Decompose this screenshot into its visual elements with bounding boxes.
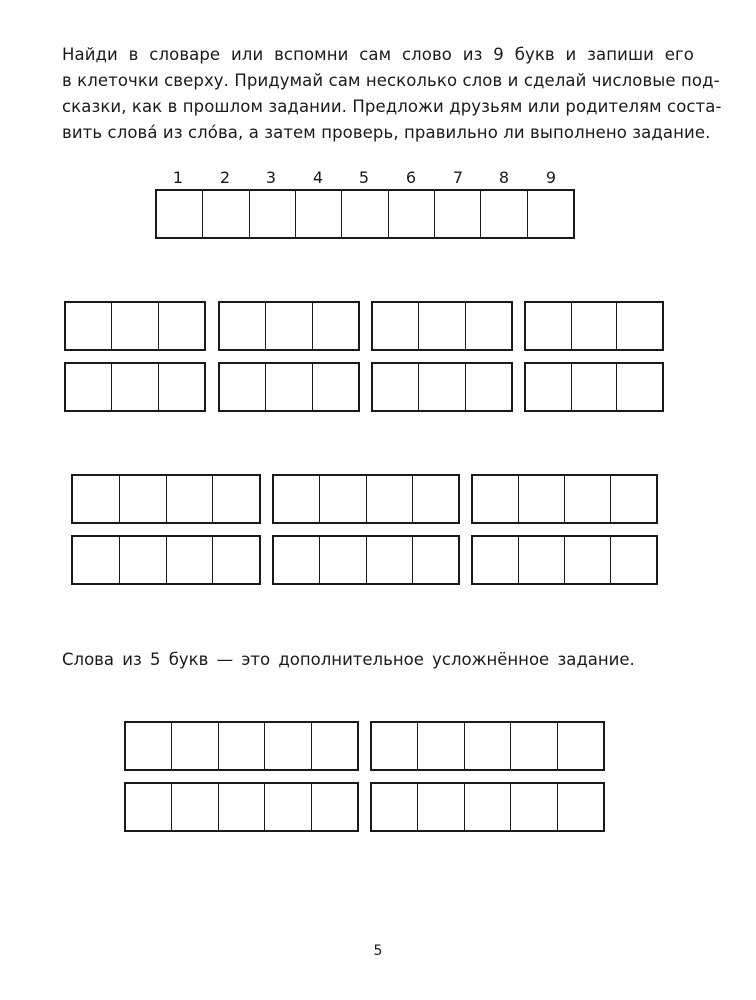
letter-cell[interactable]	[312, 303, 358, 349]
letter-cell[interactable]	[220, 364, 265, 410]
letter-cell[interactable]	[473, 476, 518, 522]
letter-cell[interactable]	[274, 537, 319, 583]
position-number: 4	[312, 168, 324, 187]
position-number: 5	[358, 168, 370, 187]
three-letter-word-grid[interactable]	[371, 362, 513, 412]
letter-cell[interactable]	[126, 723, 171, 769]
letter-cell[interactable]	[518, 476, 564, 522]
letter-cell[interactable]	[73, 537, 119, 583]
letter-cell[interactable]	[373, 303, 418, 349]
letter-cell[interactable]	[418, 364, 464, 410]
letter-cell[interactable]	[526, 303, 571, 349]
letter-cell[interactable]	[510, 723, 556, 769]
four-letter-word-grid[interactable]	[471, 535, 658, 585]
letter-cell[interactable]	[480, 191, 526, 237]
letter-cell[interactable]	[73, 476, 119, 522]
letter-cell[interactable]	[527, 191, 573, 237]
position-number: 1	[172, 168, 184, 187]
letter-cell[interactable]	[158, 364, 204, 410]
letter-cell[interactable]	[341, 191, 387, 237]
letter-cell[interactable]	[464, 723, 510, 769]
letter-cell[interactable]	[312, 364, 358, 410]
three-letter-word-grid[interactable]	[218, 301, 360, 351]
letter-cell[interactable]	[557, 723, 603, 769]
position-number: 2	[219, 168, 231, 187]
three-letter-word-grid[interactable]	[64, 362, 206, 412]
letter-cell[interactable]	[295, 191, 341, 237]
four-letter-word-grid[interactable]	[71, 535, 261, 585]
letter-cell[interactable]	[119, 476, 166, 522]
letter-cell[interactable]	[372, 784, 417, 830]
four-letter-word-grid[interactable]	[71, 474, 261, 524]
letter-cell[interactable]	[212, 476, 259, 522]
letter-cell[interactable]	[465, 303, 511, 349]
letter-cell[interactable]	[473, 537, 518, 583]
bonus-task-note: Слова из 5 букв — это дополнительное усложнённое задание.	[62, 650, 635, 669]
letter-cell[interactable]	[319, 537, 365, 583]
letter-cell[interactable]	[265, 303, 311, 349]
letter-cell[interactable]	[412, 476, 458, 522]
letter-cell[interactable]	[464, 784, 510, 830]
position-number: 3	[265, 168, 277, 187]
five-letter-word-grid[interactable]	[370, 782, 605, 832]
letter-cell[interactable]	[111, 364, 157, 410]
letter-cell[interactable]	[158, 303, 204, 349]
letter-cell[interactable]	[434, 191, 480, 237]
three-letter-word-grid[interactable]	[524, 362, 664, 412]
letter-cell[interactable]	[571, 364, 617, 410]
letter-cell[interactable]	[212, 537, 259, 583]
four-letter-word-grid[interactable]	[272, 535, 460, 585]
letter-cell[interactable]	[564, 537, 610, 583]
position-number: 9	[545, 168, 557, 187]
letter-cell[interactable]	[66, 364, 111, 410]
instruction-line: Найди в словаре или вспомни сам слово из 9 букв и запиши его	[62, 45, 694, 64]
four-letter-word-grid[interactable]	[272, 474, 460, 524]
letter-cell[interactable]	[126, 784, 171, 830]
letter-cell[interactable]	[526, 364, 571, 410]
letter-cell[interactable]	[311, 784, 357, 830]
instruction-line: сказки, как в прошлом задании. Предложи друзьям или родителям соста-	[62, 97, 722, 116]
letter-cell[interactable]	[274, 476, 319, 522]
task-instructions	[62, 42, 722, 146]
three-letter-word-grid[interactable]	[218, 362, 360, 412]
position-number: 8	[498, 168, 510, 187]
letter-cell[interactable]	[417, 784, 463, 830]
letter-cell[interactable]	[157, 191, 202, 237]
page-number: 5	[373, 943, 383, 959]
letter-cell[interactable]	[366, 476, 412, 522]
letter-cell[interactable]	[166, 537, 213, 583]
letter-cell[interactable]	[373, 364, 418, 410]
letter-cell[interactable]	[557, 784, 603, 830]
letter-cell[interactable]	[111, 303, 157, 349]
three-letter-word-grid[interactable]	[64, 301, 206, 351]
letter-cell[interactable]	[171, 784, 217, 830]
letter-cell[interactable]	[465, 364, 511, 410]
letter-cell[interactable]	[319, 476, 365, 522]
letter-cell[interactable]	[372, 723, 417, 769]
letter-cell[interactable]	[571, 303, 617, 349]
five-letter-word-grid[interactable]	[124, 721, 359, 771]
letter-cell[interactable]	[417, 723, 463, 769]
letter-cell[interactable]	[388, 191, 434, 237]
position-number: 6	[405, 168, 417, 187]
letter-cell[interactable]	[418, 303, 464, 349]
letter-cell[interactable]	[265, 364, 311, 410]
letter-cell[interactable]	[616, 364, 662, 410]
letter-cell[interactable]	[218, 784, 264, 830]
instruction-line: вить слова́ из сло́ва, а затем проверь, правильно ли выполнено задание.	[62, 123, 711, 142]
three-letter-word-grid[interactable]	[371, 301, 513, 351]
letter-cell[interactable]	[66, 303, 111, 349]
letter-cell[interactable]	[119, 537, 166, 583]
letter-cell[interactable]	[264, 723, 310, 769]
letter-cell[interactable]	[564, 476, 610, 522]
letter-cell[interactable]	[311, 723, 357, 769]
five-letter-word-grid[interactable]	[370, 721, 605, 771]
instruction-line: в клеточки сверху. Придумай сам несколько слов и сделай числовые под-	[62, 71, 720, 90]
letter-cell[interactable]	[202, 191, 248, 237]
letter-cell[interactable]	[616, 303, 662, 349]
five-letter-word-grid[interactable]	[124, 782, 359, 832]
nine-letter-word-grid[interactable]	[155, 189, 575, 239]
letter-cell[interactable]	[171, 723, 217, 769]
letter-cell[interactable]	[412, 537, 458, 583]
letter-cell[interactable]	[518, 537, 564, 583]
three-letter-word-grid[interactable]	[524, 301, 664, 351]
letter-cell[interactable]	[166, 476, 213, 522]
letter-cell[interactable]	[264, 784, 310, 830]
letter-cell[interactable]	[218, 723, 264, 769]
four-letter-word-grid[interactable]	[471, 474, 658, 524]
letter-cell[interactable]	[510, 784, 556, 830]
letter-cell[interactable]	[610, 537, 656, 583]
letter-cell[interactable]	[610, 476, 656, 522]
position-number: 7	[452, 168, 464, 187]
letter-cell[interactable]	[366, 537, 412, 583]
letter-cell[interactable]	[249, 191, 295, 237]
letter-cell[interactable]	[220, 303, 265, 349]
